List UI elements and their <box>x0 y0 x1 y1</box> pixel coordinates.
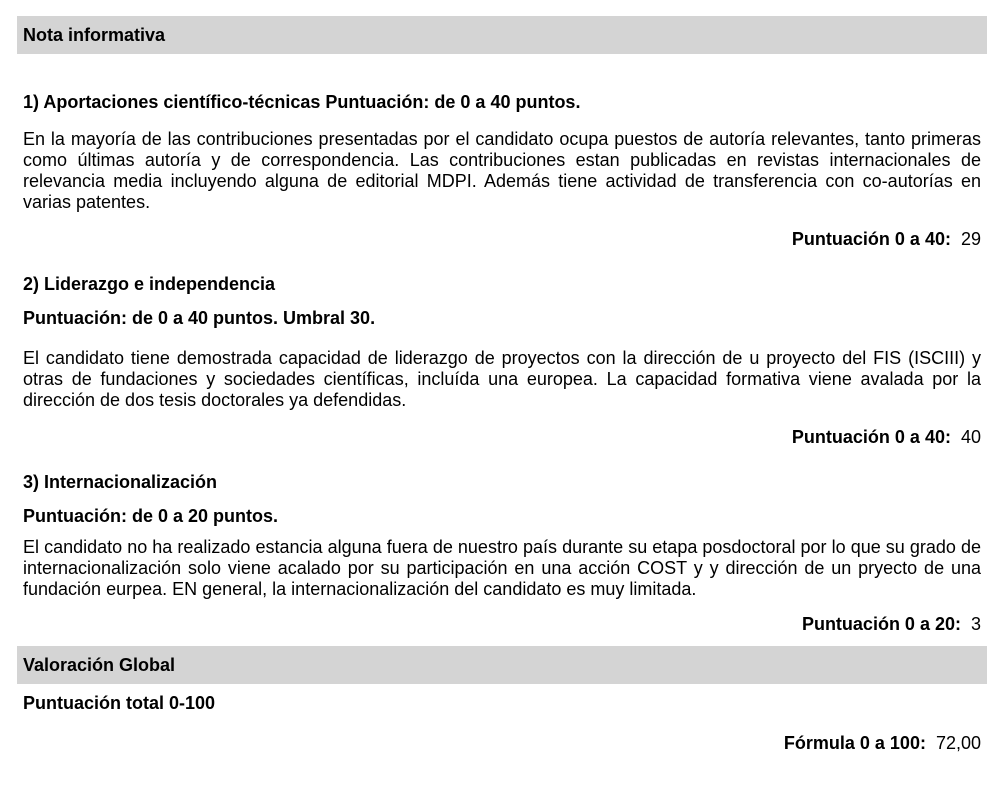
section-3-score <box>17 613 987 635</box>
section-2-heading: 2) Liderazgo e independencia <box>23 274 276 294</box>
section-internacionalizacion <box>17 471 987 635</box>
section-3-text: El candidato no ha realizado estancia alguna fuera de nuestro país durante su etapa posdoctoral por lo que su grado de internacionalización solo viene acalado por su participación en una acción COST y y dirección de un pryecto de una fundación eurpea. EN general, la internacionalización del candidato es muy limitada. <box>23 537 981 599</box>
section-1-score <box>17 228 987 250</box>
section-1-heading: 1) Aportaciones científico-técnicas Puntuación: de 0 a 40 puntos. <box>23 92 581 112</box>
section-1-score-value: 29 <box>960 229 981 249</box>
section-2-subheading: Puntuación: de 0 a 40 puntos. Umbral 30. <box>23 308 376 328</box>
section-aportaciones <box>17 91 987 250</box>
section-1-text: En la mayoría de las contribuciones presentadas por el candidato ocupa puestos de autoría relevantes, tanto primeras como últimas autoría y de correspondencia. Las contribuciones estan publicadas en revistas internacionales de relevancia media incluyendo alguna de editorial MDPI. Además tiene actividad de transferencia con co-autorías en varias patentes. <box>23 129 981 212</box>
section-3-score-value: 3 <box>970 614 981 634</box>
total-score-label: Puntuación total 0-100 <box>23 693 216 713</box>
nota-informativa-header: Nota informativa <box>17 16 987 54</box>
section-3-heading: 3) Internacionalización <box>23 472 218 492</box>
section-3-score-label: Puntuación 0 a 20: <box>801 614 961 634</box>
section-2-text: El candidato tiene demostrada capacidad de liderazgo de proyectos con la dirección de u proyecto del FIS (ISCIII) y otras de fundaciones y sociedades científicas, incluída una europea. La capacidad formativa viene avalada por la dirección de dos tesis doctorales ya defendidas. <box>23 348 981 410</box>
valoracion-global-header: Valoración Global <box>17 646 987 684</box>
section-liderazgo <box>17 273 987 448</box>
section-2-score <box>17 426 987 448</box>
evaluation-report <box>17 16 987 754</box>
formula-score-label: Fórmula 0 a 100: <box>783 733 926 753</box>
section-3-subheading: Puntuación: de 0 a 20 puntos. <box>23 506 279 526</box>
formula-score-value: 72,00 <box>935 733 981 753</box>
section-1-score-label: Puntuación 0 a 40: <box>791 229 951 249</box>
formula-score <box>17 732 987 754</box>
section-2-score-label: Puntuación 0 a 40: <box>791 427 951 447</box>
section-2-score-value: 40 <box>960 427 981 447</box>
